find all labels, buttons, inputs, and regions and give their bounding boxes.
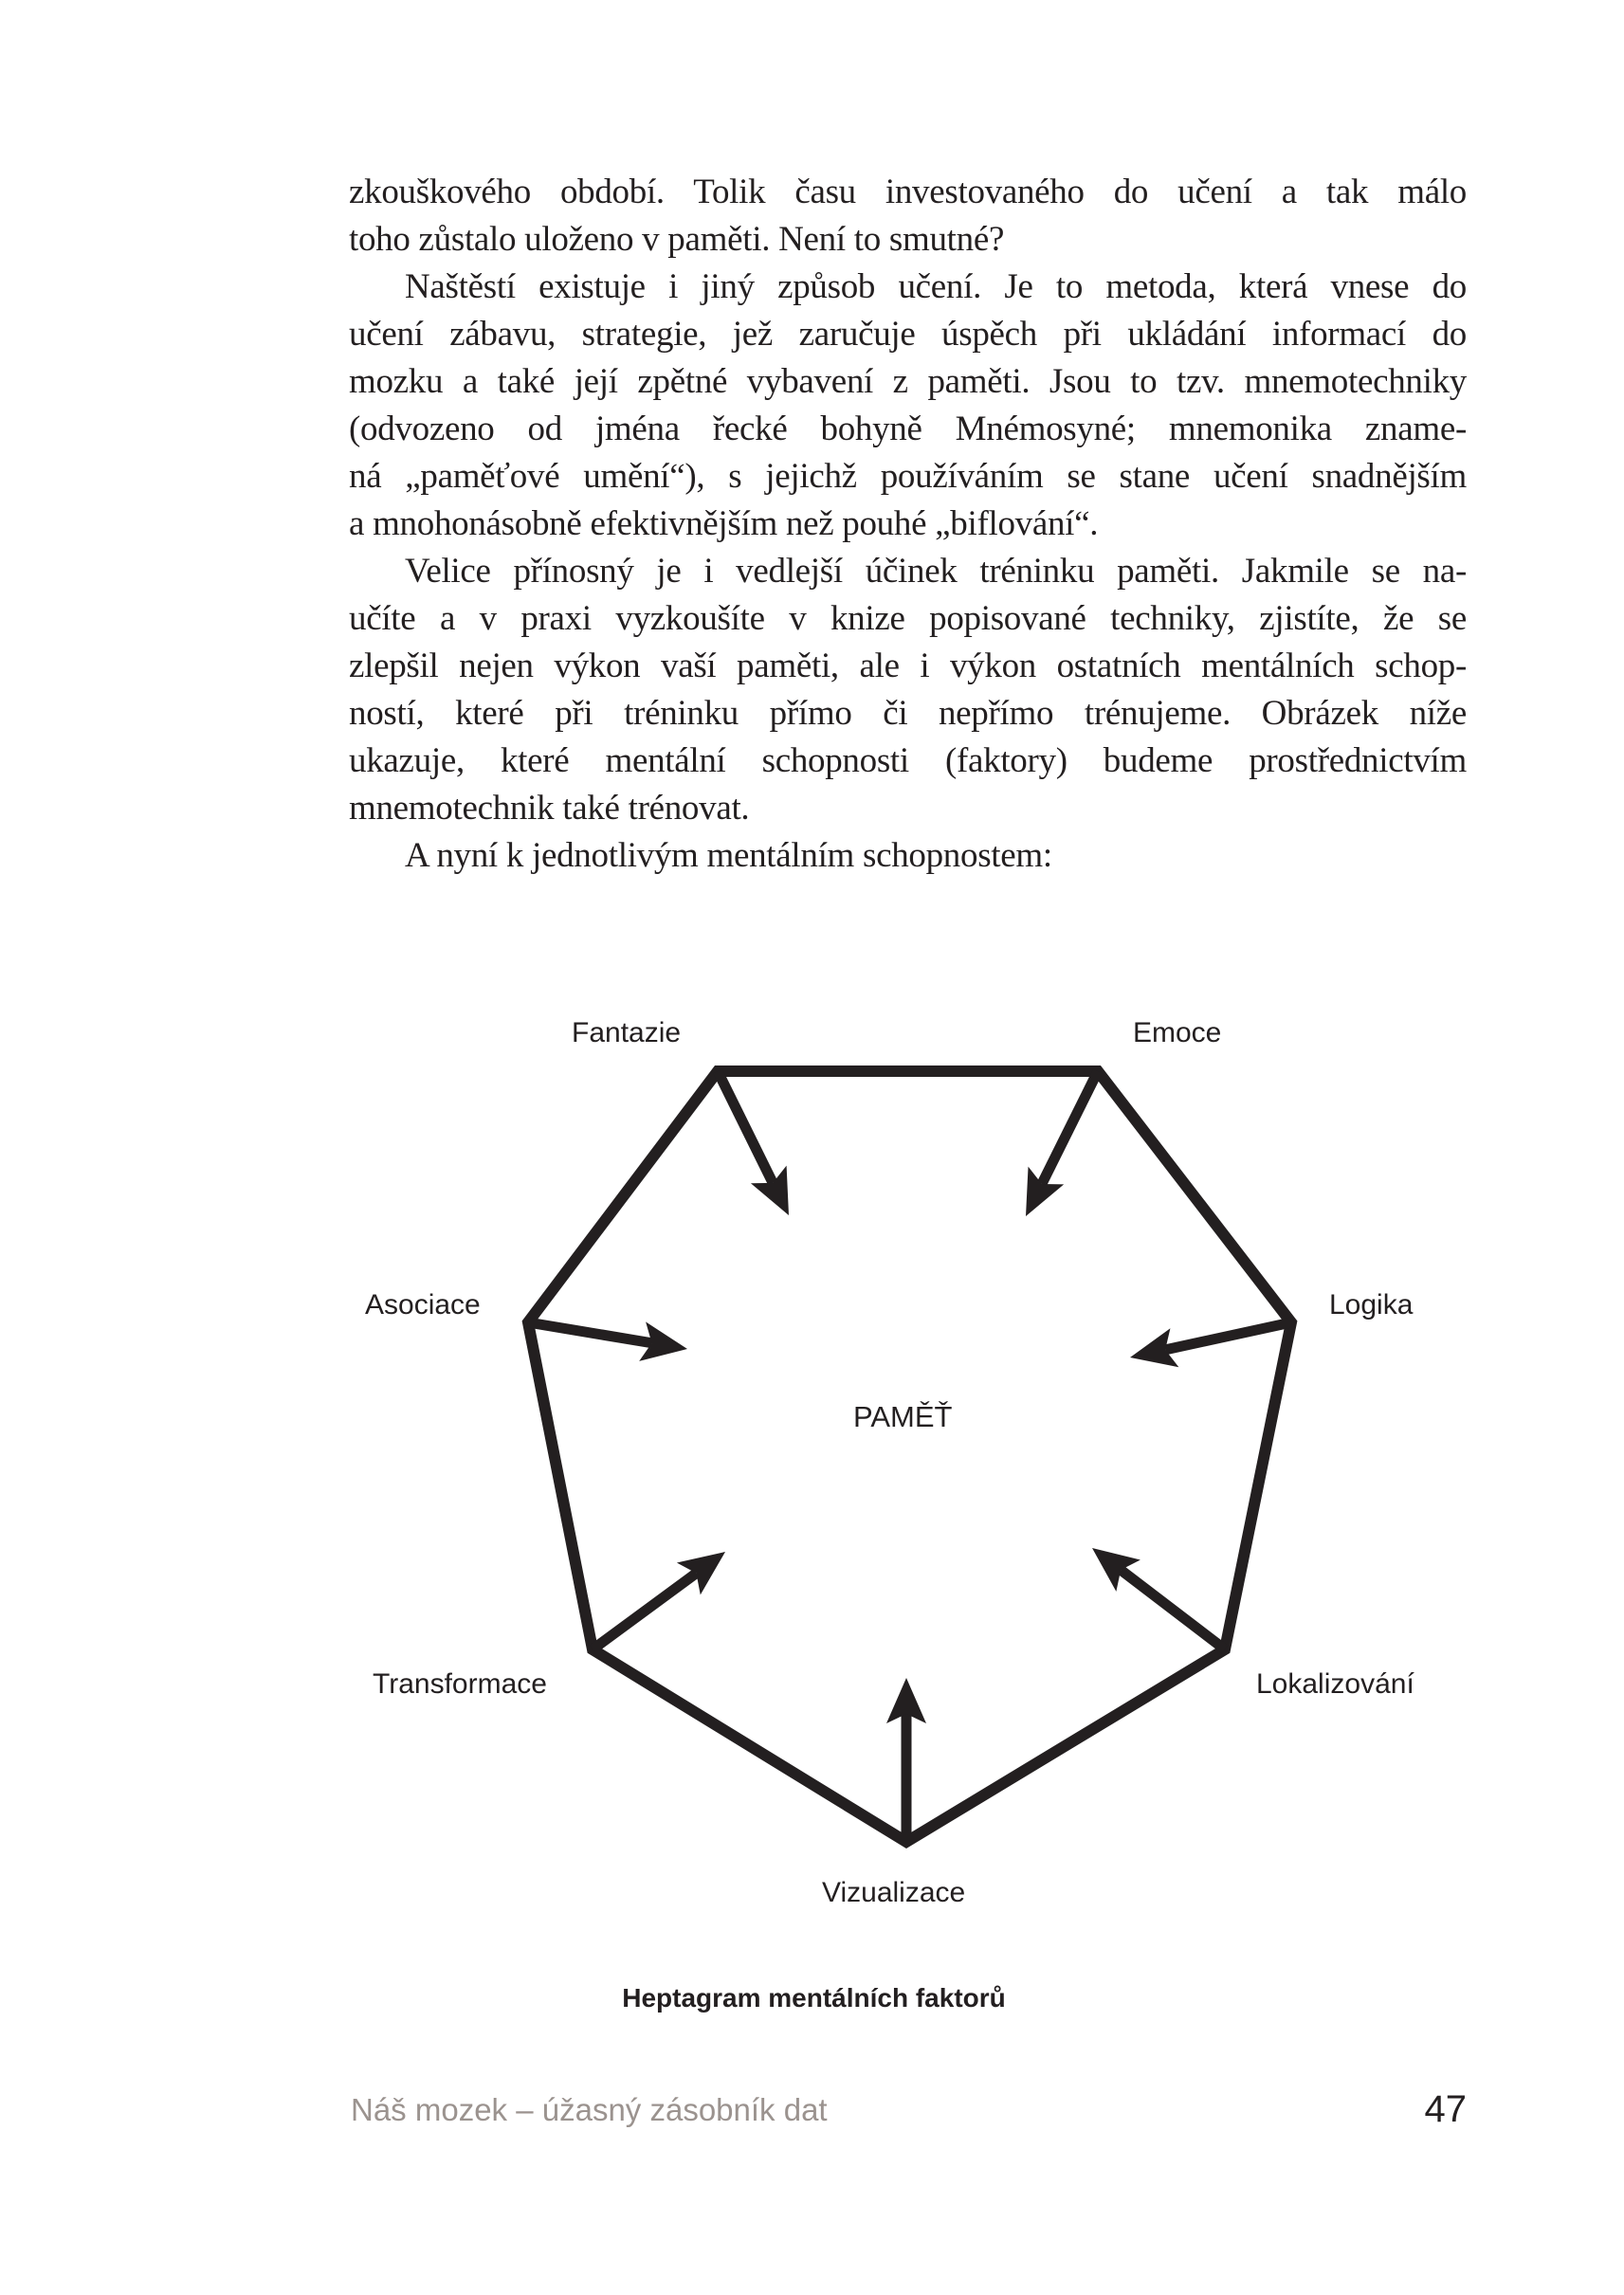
node-label-asociace: Asociace	[365, 1289, 481, 1321]
footer-book-title: Náš mozek – úžasný zásobník dat	[351, 2092, 828, 2127]
figure-caption: Heptagram mentálních faktorů	[622, 1983, 1006, 2013]
arrow-shaft	[1121, 1570, 1225, 1649]
arrows-group	[528, 1071, 1291, 1842]
text-line: ukazuje, které mentální schopnosti (faktory) budeme prostřednictvím	[349, 741, 1467, 780]
text-line: učíte a v praxi vyzkoušíte v knize popisované techniky, zjistíte, že se	[349, 599, 1467, 638]
text-line: zlepšil nejen výkon vaší paměti, ale i výkon ostatních mentálních schop-	[349, 647, 1467, 685]
arrow-shaft	[1042, 1071, 1098, 1184]
page-number: 47	[1424, 2088, 1467, 2130]
text-line: mozku a také její zpětné vybavení z paměti. Jsou to tzv. mnemotechniky	[349, 362, 1467, 401]
node-label-vizualizace: Vizualizace	[822, 1877, 966, 1908]
node-label-lokalizovani: Lokalizování	[1256, 1668, 1414, 1700]
arrow-shaft	[593, 1574, 696, 1649]
node-label-fantazie: Fantazie	[572, 1017, 682, 1048]
arrow-shaft	[1165, 1322, 1291, 1350]
text-line: Naštěstí existuje i jiný způsob učení. Je to metoda, která vnese do	[405, 267, 1467, 306]
text-line: učení zábavu, strategie, jež zaručuje úspěch při ukládání informací do	[349, 315, 1467, 354]
center-label-pamet: PAMĚŤ	[853, 1400, 953, 1433]
arrow-shaft	[718, 1071, 773, 1183]
text-line: mnemotechnik také trénovat.	[349, 789, 750, 828]
node-label-logika: Logika	[1329, 1289, 1414, 1321]
text-line: zkouškového období. Tolik času investovaného do učení a tak málo	[349, 173, 1467, 211]
text-line: (odvozeno od jména řecké bohyně Mnémosyné; mnemonika zname-	[349, 410, 1467, 448]
arrow-shaft	[528, 1322, 652, 1343]
text-line: a mnohonásobně efektivnějším než pouhé „biflování“.	[349, 504, 1099, 543]
text-line: ností, které při tréninku přímo či nepřímo trénujeme. Obrázek níže	[349, 694, 1467, 733]
node-label-emoce: Emoce	[1133, 1017, 1222, 1048]
text-line: A nyní k jednotlivým mentálním schopnostem:	[405, 836, 1052, 875]
text-line: ná „paměťové umění“), s jejichž používáním se stane učení snadnějším	[349, 457, 1467, 496]
node-label-transformace: Transformace	[373, 1668, 547, 1700]
text-line: Velice přínosný je i vedlejší účinek tréninku paměti. Jakmile se na-	[405, 552, 1467, 591]
text-line: toho zůstalo uloženo v paměti. Není to smutné?	[349, 220, 1005, 259]
